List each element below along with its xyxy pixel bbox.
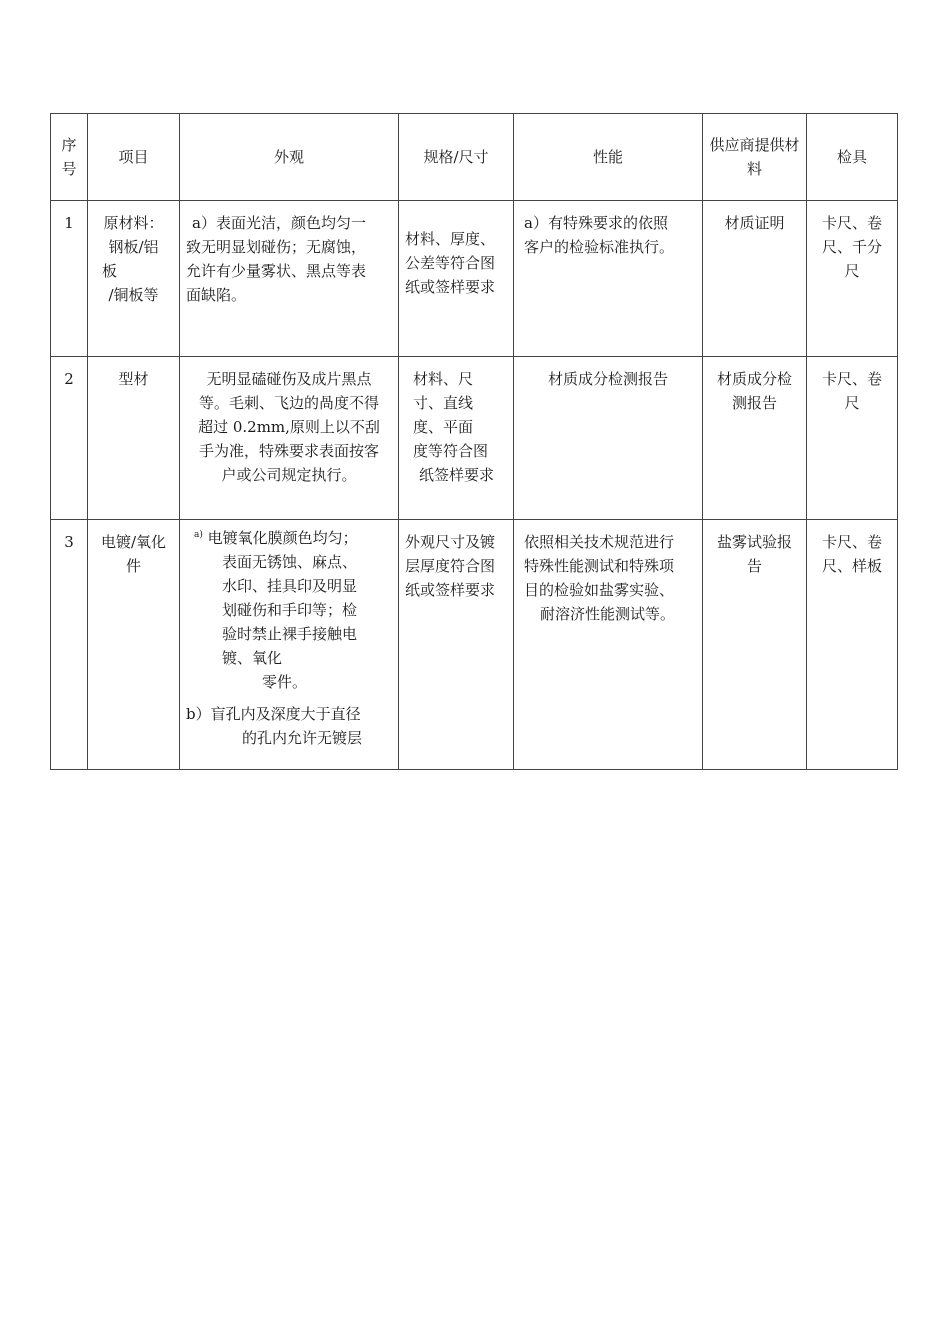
gauge-line: 尺 <box>844 262 860 280</box>
performance-line: a）有特殊要求的依照 <box>524 214 668 232</box>
appearance-line: 水印、挂具印及明显 <box>222 577 358 595</box>
item-line: 型材 <box>118 370 149 388</box>
header-no-text: 序号 <box>61 136 77 178</box>
inspection-table <box>50 113 898 770</box>
gauge-line: 卡尺、卷 <box>821 214 882 232</box>
performance-line: 依照相关技术规范进行 <box>524 533 675 551</box>
cell-supplier: 材质证明 <box>703 201 807 357</box>
header-item: 项目 <box>88 114 180 201</box>
cell-gauge <box>807 357 898 520</box>
appearance-line: 划碰伤和手印等；检 <box>222 601 358 619</box>
spec-line: 材料、厚度、 <box>405 230 496 248</box>
appearance-b-line: 的孔内允许无镀层 <box>242 729 363 747</box>
spec-line: 纸或签样要求 <box>405 278 496 296</box>
cell-item <box>88 357 180 520</box>
cell-supplier <box>703 520 807 770</box>
header-supplier-text: 供应商提供材料 <box>709 136 800 178</box>
gauge-line: 卡尺、卷 <box>821 533 882 551</box>
cell-gauge <box>807 201 898 357</box>
appearance-line: 致无明显划碰伤；无腐蚀， <box>186 238 367 256</box>
header-performance: 性能 <box>514 114 703 201</box>
performance-line: 材质成分检测报告 <box>547 370 668 388</box>
appearance-line: 面缺陷。 <box>186 286 247 304</box>
appearance-line: 户或公司规定执行。 <box>221 466 357 484</box>
cell-no: 1 <box>51 201 88 357</box>
gauge-line: 尺、千分 <box>821 238 882 256</box>
spec-line: 度、平面 <box>413 418 474 436</box>
table-row <box>51 357 898 520</box>
supplier-line: 告 <box>746 557 762 575</box>
table-row <box>51 201 898 357</box>
spec-line: 公差等符合图 <box>405 254 496 272</box>
cell-spec <box>399 357 514 520</box>
gauge-line: 尺、样板 <box>821 557 882 575</box>
cell-appearance <box>180 520 399 770</box>
header-supplier <box>703 114 807 201</box>
performance-line: 客户的检验标准执行。 <box>524 238 675 256</box>
item-line: 电镀/氧化 <box>100 533 167 551</box>
appearance-line: 验时禁止裸手接触电 <box>222 625 358 643</box>
cell-no: 2 <box>51 357 88 520</box>
supplier-line: 测报告 <box>731 394 777 412</box>
cell-item <box>88 520 180 770</box>
appearance-b-line: b）盲孔内及深度大于直径 <box>186 705 361 723</box>
spec-line: 度等符合图 <box>413 442 489 460</box>
cell-spec <box>399 201 514 357</box>
spec-line: 纸签样要求 <box>419 466 495 484</box>
header-gauge: 检具 <box>807 114 898 201</box>
cell-performance <box>514 520 703 770</box>
appearance-line: 允许有少量雾状、黑点等表 <box>186 262 367 280</box>
cell-appearance <box>180 201 399 357</box>
gauge-line: 卡尺、卷 <box>821 370 882 388</box>
cell-supplier <box>703 357 807 520</box>
cell-performance <box>514 201 703 357</box>
cell-no: 3 <box>51 520 88 770</box>
item-line: 板 <box>102 262 118 280</box>
spec-line: 纸或签样要求 <box>405 581 496 599</box>
appearance-line: 等。毛刺、飞边的咼度不得 <box>198 394 379 412</box>
cell-spec <box>399 520 514 770</box>
item-line: 件 <box>125 557 141 575</box>
header-no <box>51 114 88 201</box>
appearance-line: 表面无锈蚀、麻点、 <box>222 553 358 571</box>
header-row <box>51 114 898 201</box>
appearance-line: 镀、氧化 <box>222 649 283 667</box>
performance-line: 特殊性能测试和特殊项 <box>524 557 675 575</box>
item-line: 原材料： <box>103 214 164 232</box>
spec-line: 层厚度符合图 <box>405 557 496 575</box>
spec-line: 寸、直线 <box>413 394 474 412</box>
performance-line: 耐溶济性能测试等。 <box>540 605 676 623</box>
appearance-line: 零件。 <box>262 673 308 691</box>
appearance-line: 超过 0.2mm,原则上以不刮 <box>198 418 380 436</box>
supplier-line: 材质成分检 <box>716 370 792 388</box>
appearance-a-mark: a) <box>194 530 203 540</box>
header-spec: 规格/尺寸 <box>399 114 514 201</box>
gauge-line: 尺 <box>844 394 860 412</box>
spec-line: 外观尺寸及镀 <box>405 533 496 551</box>
appearance-line: a）表面光洁，颜色均匀一 <box>192 214 366 232</box>
item-line: 钢板/铝 <box>108 238 159 256</box>
appearance-line: 无明显磕碰伤及成片黑点 <box>206 370 372 388</box>
spec-line: 材料、尺 <box>413 370 474 388</box>
appearance-line: 手为准，特殊要求表面按客 <box>198 442 379 460</box>
table-row <box>51 520 898 770</box>
cell-item <box>88 201 180 357</box>
cell-appearance <box>180 357 399 520</box>
item-line: /铜板等 <box>108 286 159 304</box>
cell-gauge <box>807 520 898 770</box>
header-appearance: 外观 <box>180 114 399 201</box>
supplier-line: 盐雾试验报 <box>716 533 792 551</box>
appearance-line: 电镀氧化膜颜色均匀； <box>207 529 358 547</box>
cell-performance <box>514 357 703 520</box>
performance-line: 目的检验如盐雾实验、 <box>524 581 675 599</box>
